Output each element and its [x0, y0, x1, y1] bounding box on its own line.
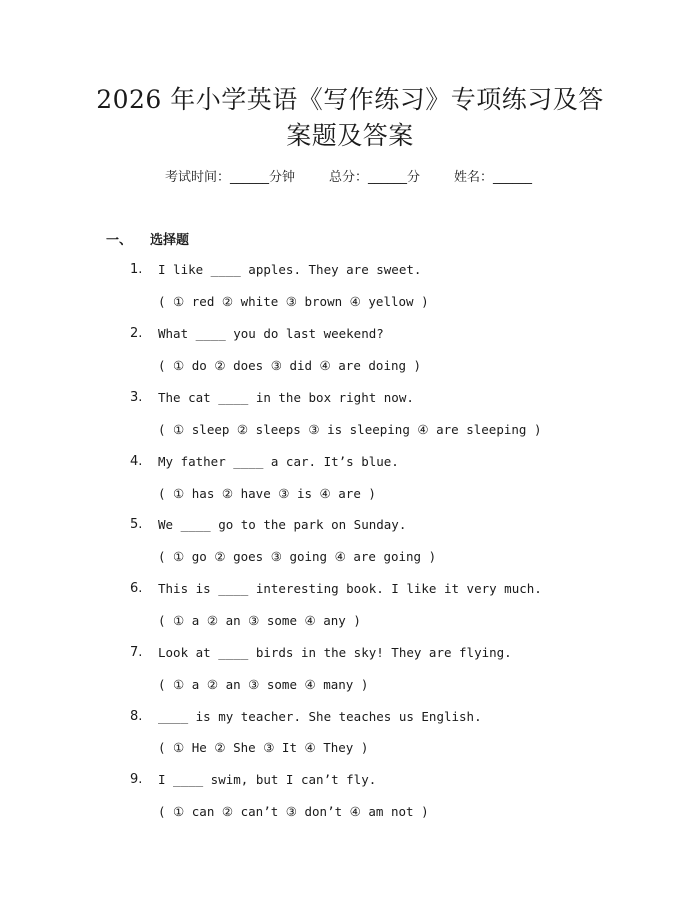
- question-number: 5.: [130, 517, 143, 532]
- question-number: 6.: [130, 581, 143, 596]
- question-stem: We ____ go to the park on Sunday.: [158, 517, 407, 532]
- question-options: ( ① sleep ② sleeps ③ is sleeping ④ are sleeping ): [158, 422, 542, 437]
- page-title-line-1: 2026 年小学英语《写作练习》专项练习及答: [96, 85, 604, 114]
- section-label: 选择题: [150, 233, 190, 248]
- question-number: 8.: [130, 709, 143, 724]
- question-stem: The cat ____ in the box right now.: [158, 390, 414, 405]
- question-number: 7.: [130, 645, 143, 660]
- question-number: 3.: [130, 390, 143, 405]
- question-options: ( ① He ② She ③ It ④ They ): [158, 740, 369, 755]
- question-stem: My father ____ a car. It’s blue.: [158, 454, 399, 469]
- name-field: 姓名：______: [454, 170, 533, 185]
- question-stem: I ____ swim, but I can’t fly.: [158, 772, 377, 787]
- question-options: ( ① has ② have ③ is ④ are ): [158, 486, 376, 501]
- section-heading: [106, 229, 189, 248]
- exam-time-field: 考试时间：______分钟: [165, 170, 296, 185]
- total-score-field: 总分：______分: [329, 170, 421, 185]
- question-number: 4.: [130, 454, 143, 469]
- question-stem: What ____ you do last weekend?: [158, 326, 384, 341]
- question-options: ( ① do ② does ③ did ④ are doing ): [158, 358, 422, 373]
- question-number: 1.: [130, 262, 143, 277]
- page-title-line-2: 案题及答案: [286, 121, 414, 150]
- question-number: 2.: [130, 326, 143, 341]
- question-stem: ____ is my teacher. She teaches us English.: [158, 709, 482, 724]
- question-number: 9.: [130, 772, 143, 787]
- question-options: ( ① a ② an ③ some ④ many ): [158, 677, 369, 692]
- question-stem: This is ____ interesting book. I like it very much.: [158, 581, 542, 596]
- section-number: 一、: [106, 233, 133, 248]
- question-options: ( ① can ② can’t ③ don’t ④ am not ): [158, 804, 429, 819]
- question-options: ( ① go ② goes ③ going ④ are going ): [158, 549, 437, 564]
- question-stem: I like ____ apples. They are sweet.: [158, 262, 422, 277]
- question-stem: Look at ____ birds in the sky! They are flying.: [158, 645, 512, 660]
- question-options: ( ① a ② an ③ some ④ any ): [158, 613, 361, 628]
- question-options: ( ① red ② white ③ brown ④ yellow ): [158, 294, 429, 309]
